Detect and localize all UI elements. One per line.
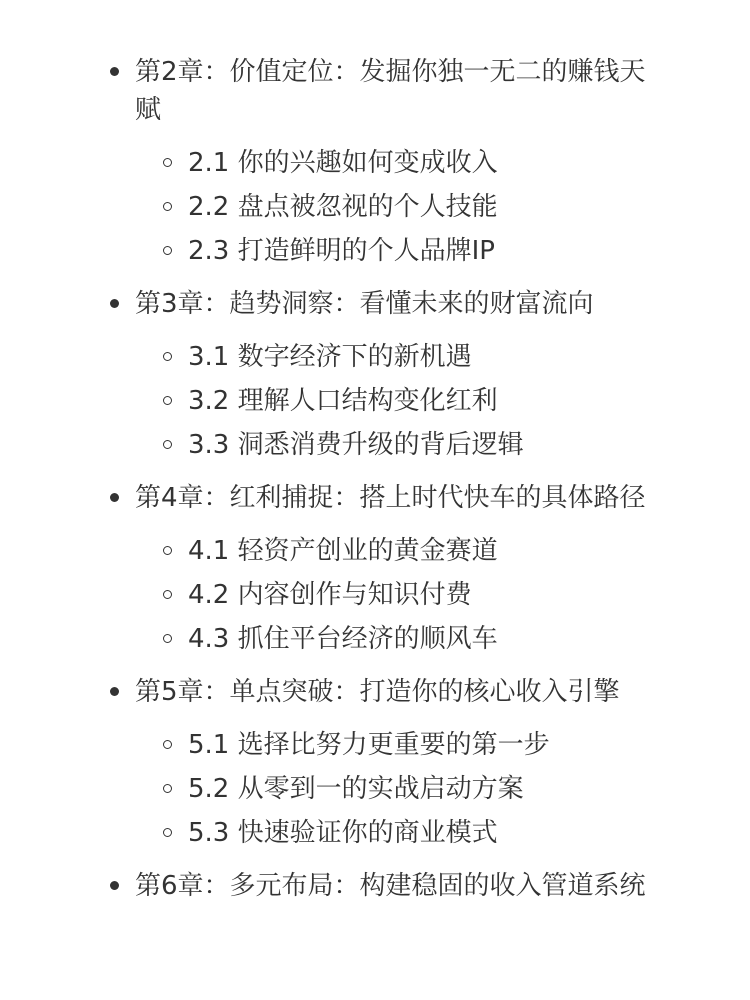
chapter-item [0,673,750,855]
chapter-title: 第4章：红利捕捉：搭上时代快车的具体路径 [135,483,646,513]
section-item: 4.2 内容创作与知识付费 [135,573,670,617]
section-item: 4.1 轻资产创业的黄金赛道 [135,529,670,573]
section-item: 3.2 理解人口结构变化红利 [135,379,670,423]
section-item: 2.2 盘点被忽视的个人技能 [135,185,670,229]
section-list [135,529,670,661]
section-item: 3.3 洞悉消费升级的背后逻辑 [135,423,670,467]
section-item: 4.3 抓住平台经济的顺风车 [135,617,670,661]
section-item: 5.3 快速验证你的商业模式 [135,811,670,855]
section-item: 5.2 从零到一的实战启动方案 [135,767,670,811]
chapter-title: 第6章：多元布局：构建稳固的收入管道系统 [135,871,646,901]
chapter-item [0,53,750,273]
chapter-title: 第5章：单点突破：打造你的核心收入引擎 [135,677,620,707]
section-list [135,141,670,273]
section-list [135,723,670,855]
chapter-item [0,285,750,467]
section-item: 3.1 数字经济下的新机遇 [135,335,670,379]
section-item: 5.1 选择比努力更重要的第一步 [135,723,670,767]
chapter-title: 第3章：趋势洞察：看懂未来的财富流向 [135,289,594,319]
section-item: 2.3 打造鲜明的个人品牌IP [135,229,670,273]
table-of-contents [0,53,750,905]
section-list [135,335,670,467]
chapter-title: 第2章：价值定位：发掘你独一无二的赚钱天赋 [135,57,646,125]
chapter-item [0,867,750,905]
section-item: 2.1 你的兴趣如何变成收入 [135,141,670,185]
chapter-item [0,479,750,661]
